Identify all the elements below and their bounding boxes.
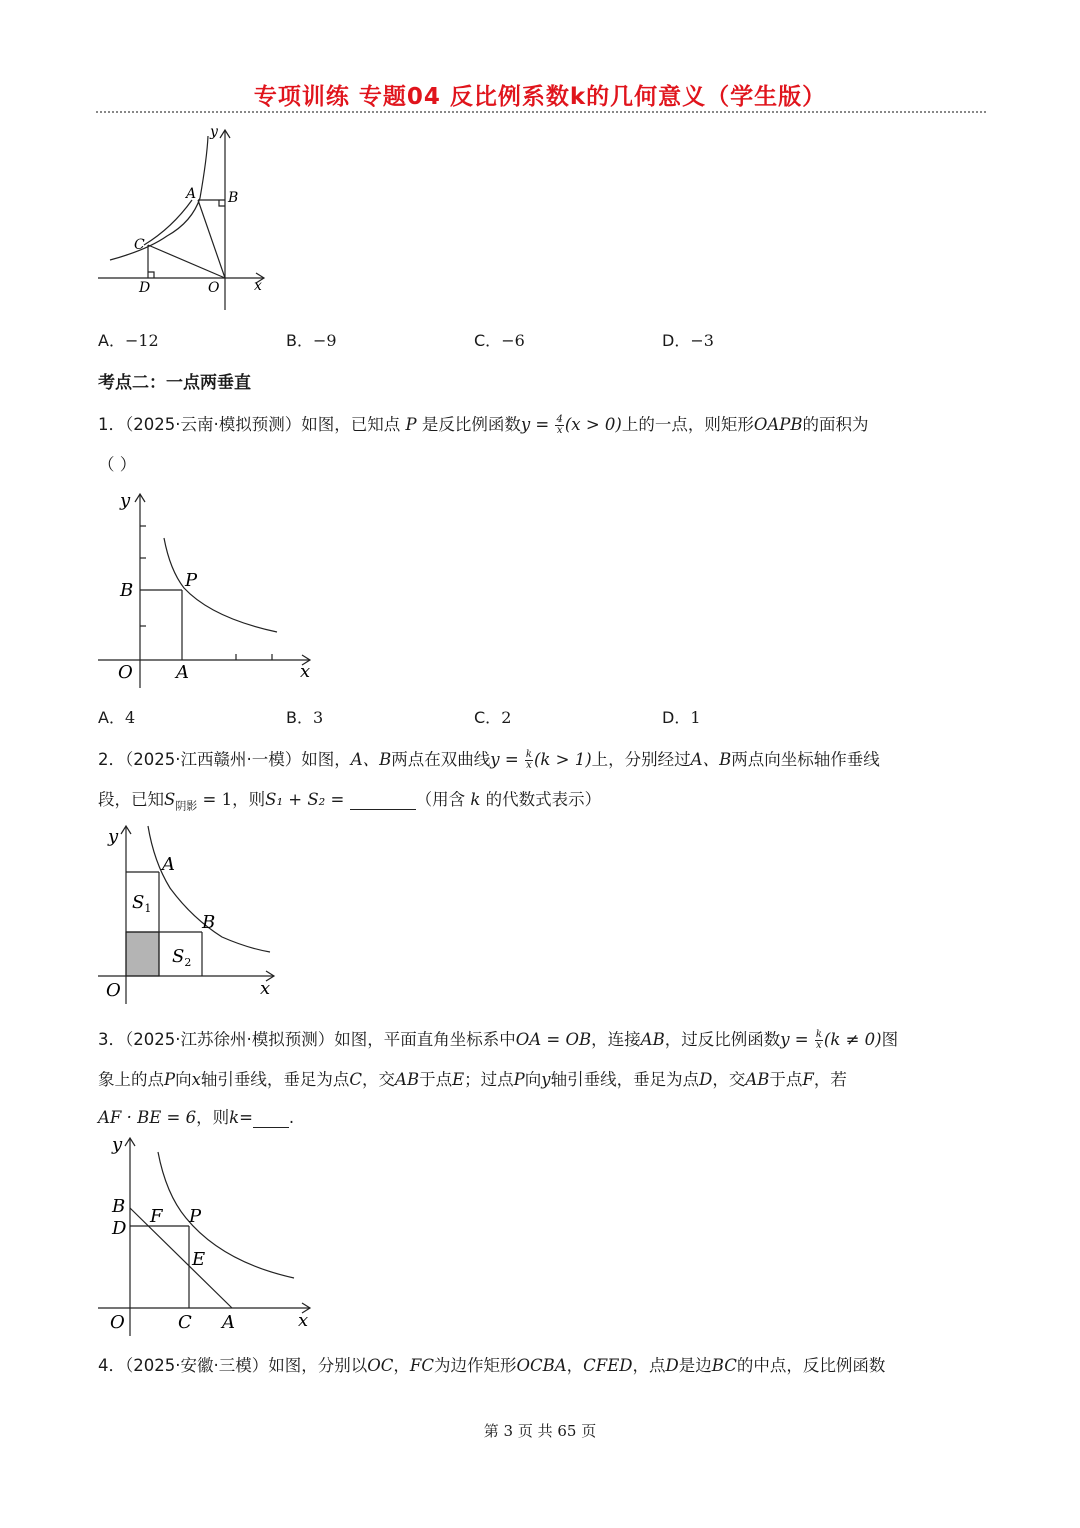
q3-stem-line1: 3．（2025·江苏徐州·模拟预测）如图，平面直角坐标系中OA = OB，连接AB，过反比例函数y = $\frac{k}{x}$ (k ≠ 0)图 <box>98 1029 899 1051</box>
figure-q2 <box>92 822 292 1007</box>
fig2-label-y: y <box>108 826 119 847</box>
fig3-label-a: A <box>222 1312 235 1333</box>
fig3-label-b: B <box>112 1196 126 1217</box>
fig3-label-f: F <box>150 1206 163 1227</box>
q3-stem-line3: AF · BE = 6，则k= . <box>98 1108 295 1127</box>
fig2-label-b: B <box>202 912 216 933</box>
page-title: 专项训练 专题04 反比例系数k的几何意义（学生版） <box>253 84 827 110</box>
q1-choice-d[interactable]: D．1 <box>662 708 701 727</box>
q0-choice-b[interactable]: B．−9 <box>286 331 337 350</box>
fig0-label-c: C <box>134 237 145 253</box>
page-footer: 第 3 页 共 65 页 <box>483 1422 597 1440</box>
fig0-label-o: O <box>208 280 220 296</box>
q2-stem-line1: 2．（2025·江西赣州·一模）如图，A、B两点在双曲线y = $\frac{k}{x}$ (k > 1)上，分别经过A、B两点向坐标轴作垂线 <box>98 749 880 771</box>
fig2-label-x: x <box>260 978 271 999</box>
q0-choice-c[interactable]: C．−6 <box>474 331 525 350</box>
q1-choice-c[interactable]: C．2 <box>474 708 512 727</box>
figure-q1 <box>92 488 322 693</box>
q0-choice-d[interactable]: D．−3 <box>662 331 714 350</box>
fig0-label-x: x <box>254 278 262 294</box>
figure-q3 <box>92 1132 322 1337</box>
figure-previous-question <box>92 118 272 318</box>
fig3-label-y: y <box>112 1134 123 1155</box>
fig0-label-d: D <box>139 280 151 296</box>
q1-paren: （ ） <box>98 455 137 474</box>
fig2-label-a: A <box>162 854 175 875</box>
fig3-label-o: O <box>110 1312 125 1333</box>
fig0-label-a: A <box>186 186 197 202</box>
fig3-label-e: E <box>192 1249 206 1270</box>
fig1-label-y: y <box>120 490 131 511</box>
fig2-label-s2: $S_2$ <box>172 946 192 969</box>
section-heading: 考点二：一点两垂直 <box>98 373 251 393</box>
fig3-label-d: D <box>112 1218 127 1239</box>
q3-stem-line2: 象上的点P向x轴引垂线，垂足为点C，交AB于点E；过点P向y轴引垂线，垂足为点D，交AB于点F，若 <box>98 1070 847 1089</box>
q2-answer-blank[interactable] <box>350 790 416 810</box>
fig1-label-o: O <box>118 662 133 683</box>
q2-stem-line2: 段，已知$S_{阴影} = 1$，则S₁ + S₂ = （用含 k 的代数式表示） <box>98 790 602 813</box>
q1-choice-b[interactable]: B．3 <box>286 708 324 727</box>
q0-choice-a[interactable]: A．−12 <box>98 331 159 350</box>
fig1-label-x: x <box>300 661 311 682</box>
fig3-label-c: C <box>178 1312 192 1333</box>
fig0-label-y: y <box>210 124 218 140</box>
q4-stem: 4．（2025·安徽·三模）如图，分别以OC，FC为边作矩形OCBA，CFED，点D是边BC的中点，反比例函数 <box>98 1356 886 1375</box>
q1-choice-a[interactable]: A．4 <box>98 708 136 727</box>
fig3-label-p: P <box>189 1206 202 1227</box>
fig2-label-s1: $S_1$ <box>132 892 152 915</box>
q1-stem: 1．（2025·云南·模拟预测）如图，已知点 P 是反比例函数y = $\frac{4}{x}$ (x > 0)上的一点，则矩形OAPB的面积为 <box>98 414 869 436</box>
fig1-label-b: B <box>120 580 134 601</box>
q3-answer-blank[interactable] <box>253 1108 289 1128</box>
header-divider <box>96 111 986 113</box>
fig1-label-p: P <box>185 570 198 591</box>
fig3-label-x: x <box>298 1310 309 1331</box>
fig1-label-a: A <box>176 662 189 683</box>
fig0-label-b: B <box>228 190 239 206</box>
fig2-label-o: O <box>106 980 121 1001</box>
